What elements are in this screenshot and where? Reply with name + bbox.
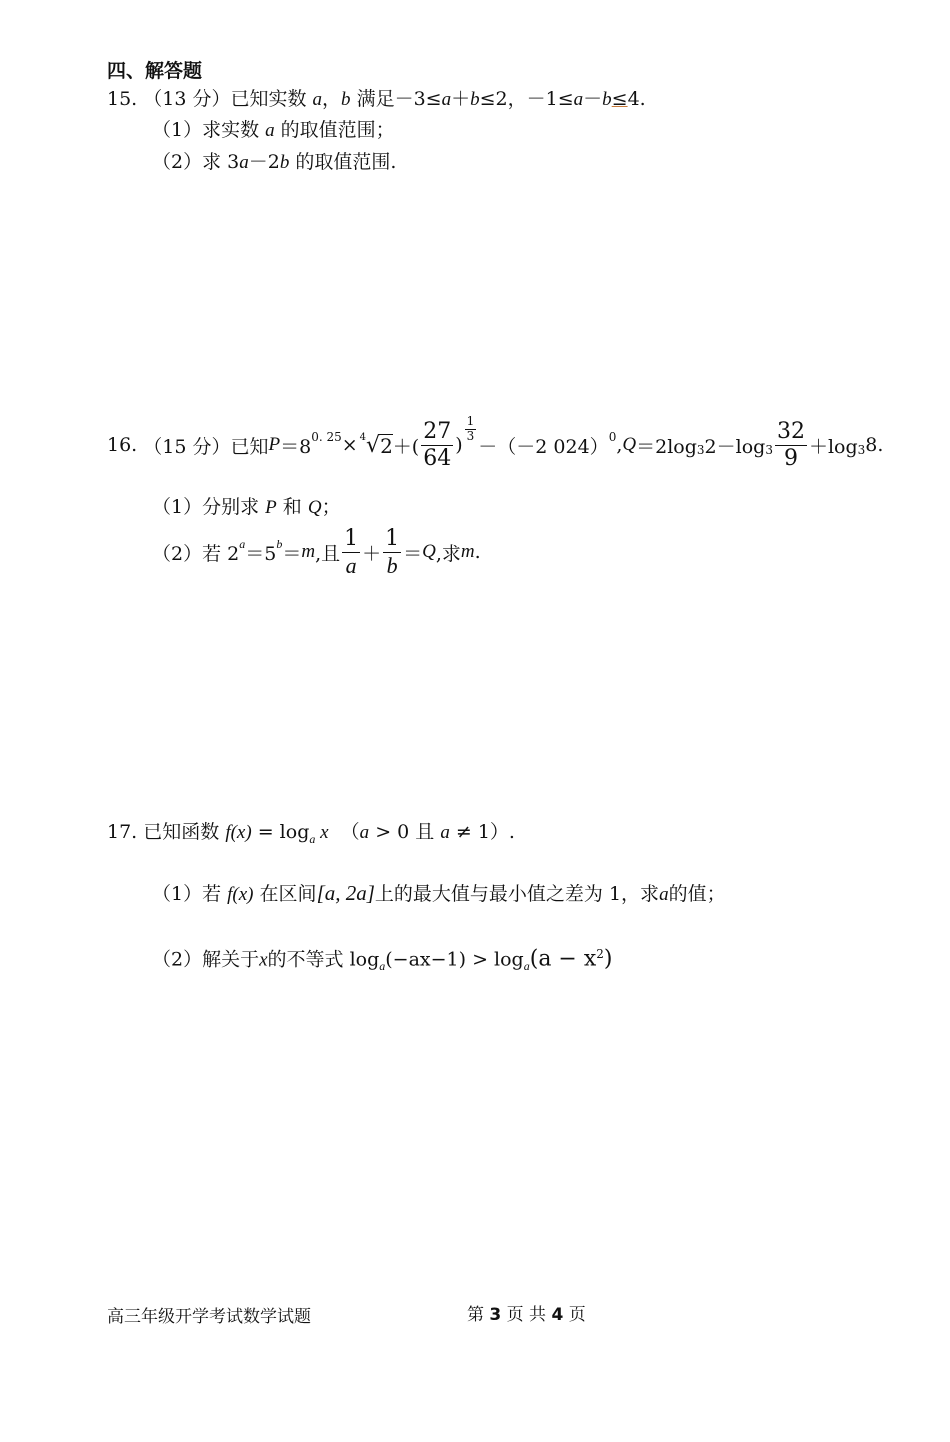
q16-eq1: ＝8 — [280, 435, 312, 458]
q16-p2-f1-num: 1 — [344, 526, 359, 552]
q16-p2-f2-num: 1 — [385, 526, 400, 552]
q16-frac2-num: 32 — [776, 419, 805, 445]
q16-frac1-den: 64 — [423, 445, 452, 471]
q17-p1-suffix: 上的最大值与最小值之差为 1，求 — [374, 883, 660, 905]
q16-comma: , — [616, 434, 623, 456]
q16-p2-eq5: ＝5 — [245, 542, 277, 565]
q16-p2-f1-den: a — [345, 552, 357, 578]
q17-x: x — [315, 822, 329, 843]
q15-cond2-a: a — [573, 89, 584, 110]
q16-frac1-num: 27 — [423, 419, 452, 445]
q16-Q: Q — [622, 434, 637, 455]
q17-stem-prefix: 已知函数 — [143, 821, 226, 843]
q16-p2-prefix: （2）若 2 — [152, 542, 240, 565]
q16-p2-Q: Q — [422, 541, 436, 562]
q16-log-base2: 3 — [765, 443, 773, 457]
q15-p2-prefix: （2）求 3 — [152, 151, 240, 173]
q15-p1-var: a — [265, 120, 275, 141]
q16-eq2: ＝2log — [636, 435, 697, 458]
q17-cond-a: a — [359, 822, 370, 843]
q16-p2-plus: ＋ — [362, 542, 382, 565]
q15-plus: ＋ — [451, 88, 471, 110]
q16-log-arg1: 2－log — [704, 435, 766, 458]
q15-cond1-a: a — [441, 89, 452, 110]
q16-p1-Q: Q — [307, 497, 322, 518]
q17-base-a: a — [309, 831, 316, 846]
q15-p1-prefix: （1）求实数 — [152, 119, 266, 141]
q16-P: P — [268, 434, 281, 455]
q16-p2-end: . — [474, 541, 481, 563]
q16-frac-27-64 — [421, 419, 453, 471]
question-15-part-2 — [152, 149, 396, 176]
q16-p2-m: m — [301, 541, 316, 562]
q16-p2-exp-b: b — [276, 536, 283, 551]
question-number: 15. — [107, 88, 138, 110]
q16-p1-suffix: ； — [321, 496, 341, 518]
page-suffix: 页 — [563, 1305, 586, 1325]
q16-root-sym: √ — [366, 432, 381, 458]
question-17-part-2 — [152, 941, 613, 979]
q16-p1-and: 和 — [276, 496, 308, 518]
q15-comma: ， — [322, 88, 342, 110]
q16-exp-den: 3 — [466, 428, 475, 443]
q15-stem-mid: 满足－3≤ — [350, 88, 442, 110]
q16-p1-P: P — [265, 497, 277, 518]
q17-cond-mid: > 0 且 — [369, 821, 441, 843]
q16-log-base1: 3 — [696, 443, 705, 457]
q16-minus-part: －（－2 024） — [478, 435, 609, 458]
q15-p2-b: b — [279, 152, 290, 173]
q16-exp-num: 1 — [466, 414, 475, 429]
q17-p2-base2: a — [523, 959, 530, 974]
q16-exp-frac — [465, 415, 477, 442]
q16-plus1: ＋( — [392, 435, 420, 458]
q16-root-index: 4 — [359, 431, 367, 443]
q15-p2-a: a — [239, 152, 249, 173]
q17-p2-arg1: (−ax−1) > log — [385, 948, 524, 971]
q16-zero-exp: 0 — [608, 430, 617, 444]
q17-p1-end: 的值； — [668, 883, 726, 905]
page-total: 4 — [551, 1305, 564, 1325]
q17-p2-close: ) — [603, 946, 613, 972]
q15-var-b: b — [341, 89, 351, 110]
section-title: 四、解答题 — [107, 60, 203, 82]
q16-plus-log: ＋log — [808, 435, 858, 458]
q17-p1-x: (x) — [232, 884, 254, 905]
q17-p1-f: f — [227, 884, 233, 905]
question-15-stem — [107, 86, 646, 113]
q17-cond-open: （ — [340, 821, 360, 843]
q16-root-arg: 2 — [380, 433, 393, 458]
q16-p2-frac1 — [342, 526, 360, 578]
q15-p2-suffix: 的取值范围. — [289, 151, 397, 173]
q17-x-paren: (x) — [230, 822, 252, 843]
q17-p2-base1: a — [379, 959, 386, 974]
q15-cond1-tail: ≤2，－1≤ — [479, 88, 574, 110]
question-15-part-1 — [152, 117, 395, 144]
q16-exp: 0. 25 — [311, 430, 342, 444]
q15-p2-mid: －2 — [248, 151, 280, 173]
q16-p2-eqm: ＝ — [282, 542, 302, 565]
q16-p2-ask: ,求 — [435, 542, 461, 565]
q16-p1-prefix: （1）分别求 — [152, 496, 266, 518]
page-prefix: 第 — [467, 1305, 490, 1325]
q15-minus: － — [583, 88, 603, 110]
q17-p1-prefix: （1）若 — [152, 883, 228, 905]
q17-p2-sq: 2 — [596, 947, 604, 961]
q16-p2-frac2 — [383, 526, 401, 578]
q17-p1-interval: [a, 2a] — [316, 881, 375, 905]
q17-p2-mid: 的不等式 log — [267, 948, 380, 971]
q15-cond2-tail: 4. — [627, 88, 646, 110]
q16-p2-exp-a: a — [239, 536, 246, 551]
q16-p2-m2: m — [460, 541, 475, 562]
q16-stem-prefix: （15 分）已知 — [143, 435, 269, 458]
q15-le-last: ≤ — [611, 88, 628, 110]
q16-frac2-den: 9 — [783, 445, 798, 471]
q16-p2-and: ,且 — [315, 542, 341, 565]
q17-p2-prefix: （2）解关于 — [152, 948, 260, 971]
q15-cond2-b: b — [602, 89, 612, 110]
page-mid: 页 共 — [501, 1305, 552, 1325]
q15-cond1-b: b — [470, 89, 480, 110]
q17-p2-arg2: (a − x — [529, 946, 597, 972]
question-number: 17. — [107, 821, 138, 843]
page-number: 3 — [489, 1305, 502, 1325]
q16-times: × — [341, 434, 358, 456]
q16-p2-f2-den: b — [386, 552, 398, 578]
question-17-stem — [107, 819, 515, 852]
q17-p1-a: a — [659, 884, 669, 905]
q17-cond-a2: a — [440, 822, 450, 843]
question-number: 16. — [107, 434, 138, 456]
q16-close-paren: ) — [455, 434, 463, 456]
q17-p1-mid: 在区间 — [253, 883, 317, 905]
q16-log-base3: 3 — [857, 443, 866, 457]
q15-p1-suffix: 的取值范围； — [274, 119, 395, 141]
page-indicator — [467, 1300, 586, 1325]
q16-log-tail: 8. — [865, 434, 884, 456]
question-16-stem — [107, 415, 883, 475]
question-16-part-1 — [152, 494, 341, 521]
q17-f: f — [225, 822, 231, 843]
q15-stem-prefix: （13 分）已知实数 — [143, 88, 313, 110]
q17-p2-x: x — [259, 949, 268, 971]
q16-frac-32-9 — [775, 419, 807, 471]
question-17-part-1 — [152, 880, 726, 908]
q16-p2-eqQ: ＝ — [403, 542, 423, 565]
q15-var-a: a — [312, 89, 323, 110]
footer-title: 高三年级开学考试数学试题 — [107, 1307, 311, 1327]
q17-eq-log: = log — [251, 821, 310, 843]
question-16-part-2 — [152, 522, 481, 582]
q17-cond-ne: ≠ 1）. — [449, 821, 515, 843]
